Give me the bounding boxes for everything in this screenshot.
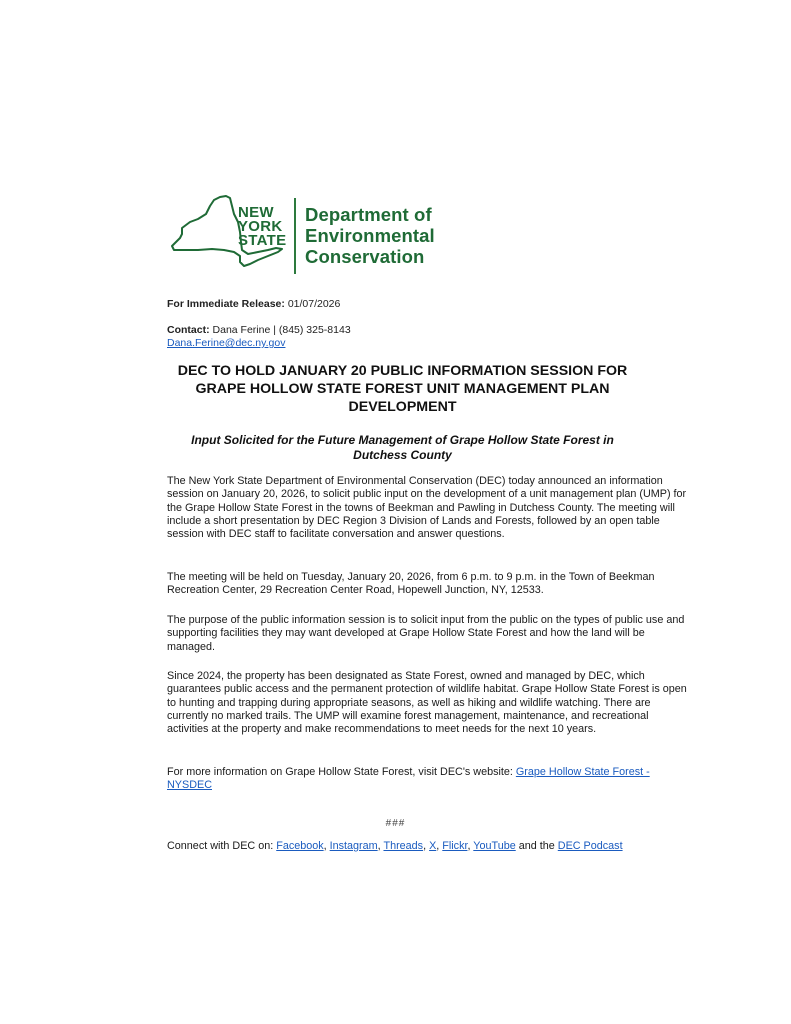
contact-line — [167, 324, 351, 337]
youtube-link[interactable]: YouTube — [473, 840, 516, 852]
dept-line-2: Environmental — [305, 225, 435, 246]
threads-link[interactable]: Threads — [383, 840, 424, 852]
paragraph-4: Since 2024, the property has been designated as State Forest, owned and managed by DEC, which guarantees public access and the permanent protection of wildlife habitat. Grape Hollow State Forest is open to hunting and trapping during appropriate seasons, as well as hiking and wildlife watching. There are currently no marked trails. The UMP will examine forest management, maintenance, and recreational activities at the property and make recommendations to meet needs for the next 10 years. — [167, 670, 687, 736]
dept-line-3: Conservation — [305, 246, 425, 267]
paragraph-3: The purpose of the public information session is to solicit input from the public on the types of public use and supporting facilities they may want developed at Grape Hollow State Forest and how the land will be managed. — [167, 614, 685, 653]
grape-hollow-website-link[interactable]: Grape Hollow State Forest - NYSDEC — [167, 766, 650, 792]
contact-label: Contact: — [167, 324, 210, 336]
contact-value: Dana Ferine | (845) 325-8143 — [212, 324, 351, 336]
nysdec-logo — [168, 192, 458, 282]
connect-with-dec: Connect with DEC on: Facebook, Instagram, Threads, X, Flickr, YouTube and the DEC Podcast — [167, 840, 623, 852]
connect-and-text: and the — [518, 840, 555, 852]
contact-email-link[interactable]: Dana.Ferine@dec.ny.gov — [167, 337, 286, 349]
logo-state-state: STATE — [238, 232, 287, 249]
release-date: 01/07/2026 — [287, 298, 341, 310]
headline: DEC TO HOLD JANUARY 20 PUBLIC INFORMATION SESSION FOR GRAPE HOLLOW STATE FOREST UNIT MANAGEMENT PLAN DEVELOPMENT — [177, 363, 628, 415]
instagram-link[interactable]: Instagram — [329, 840, 378, 852]
dec-podcast-link[interactable]: DEC Podcast — [557, 840, 623, 852]
dept-line-1: Department of — [305, 204, 432, 225]
release-label: For Immediate Release: — [167, 298, 285, 310]
more-info-text: For more information on Grape Hollow State Forest, visit DEC's website: — [167, 766, 513, 778]
logo-state-new: NEW — [238, 204, 274, 221]
x-link[interactable]: X — [429, 840, 437, 852]
connect-label: Connect with DEC on: — [167, 840, 274, 852]
logo-divider — [294, 198, 296, 274]
release-date-line — [167, 298, 340, 311]
subheadline: Input Solicited for the Future Management of Grape Hollow State Forest in Dutchess County — [191, 433, 614, 462]
department-name — [305, 204, 435, 267]
facebook-link[interactable]: Facebook — [276, 840, 324, 852]
paragraph-1: The New York State Department of Environmental Conservation (DEC) today announced an information session on January 20, 2026, to solicit public input on the development of a unit management plan (UMP) for the Grape Hollow State Forest in the towns of Beekman and Pawling in Dutchess County. The meeting will include a short presentation by DEC Region 3 Division of Lands and Forests, followed by an open table session with DEC staff to facilitate conversation and answer questions. — [167, 475, 687, 541]
contact-email-line — [167, 337, 285, 350]
logo-state-york: YORK — [238, 218, 283, 235]
end-separator: ### — [385, 818, 406, 829]
paragraph-2: The meeting will be held on Tuesday, January 20, 2026, from 6 p.m. to 9 p.m. in the Town of Beekman Recreation Center, 29 Recreation Center Road, Hopewell Junction, NY, 12533. — [167, 571, 655, 597]
more-info-paragraph — [167, 766, 687, 793]
flickr-link[interactable]: Flickr — [442, 840, 468, 852]
